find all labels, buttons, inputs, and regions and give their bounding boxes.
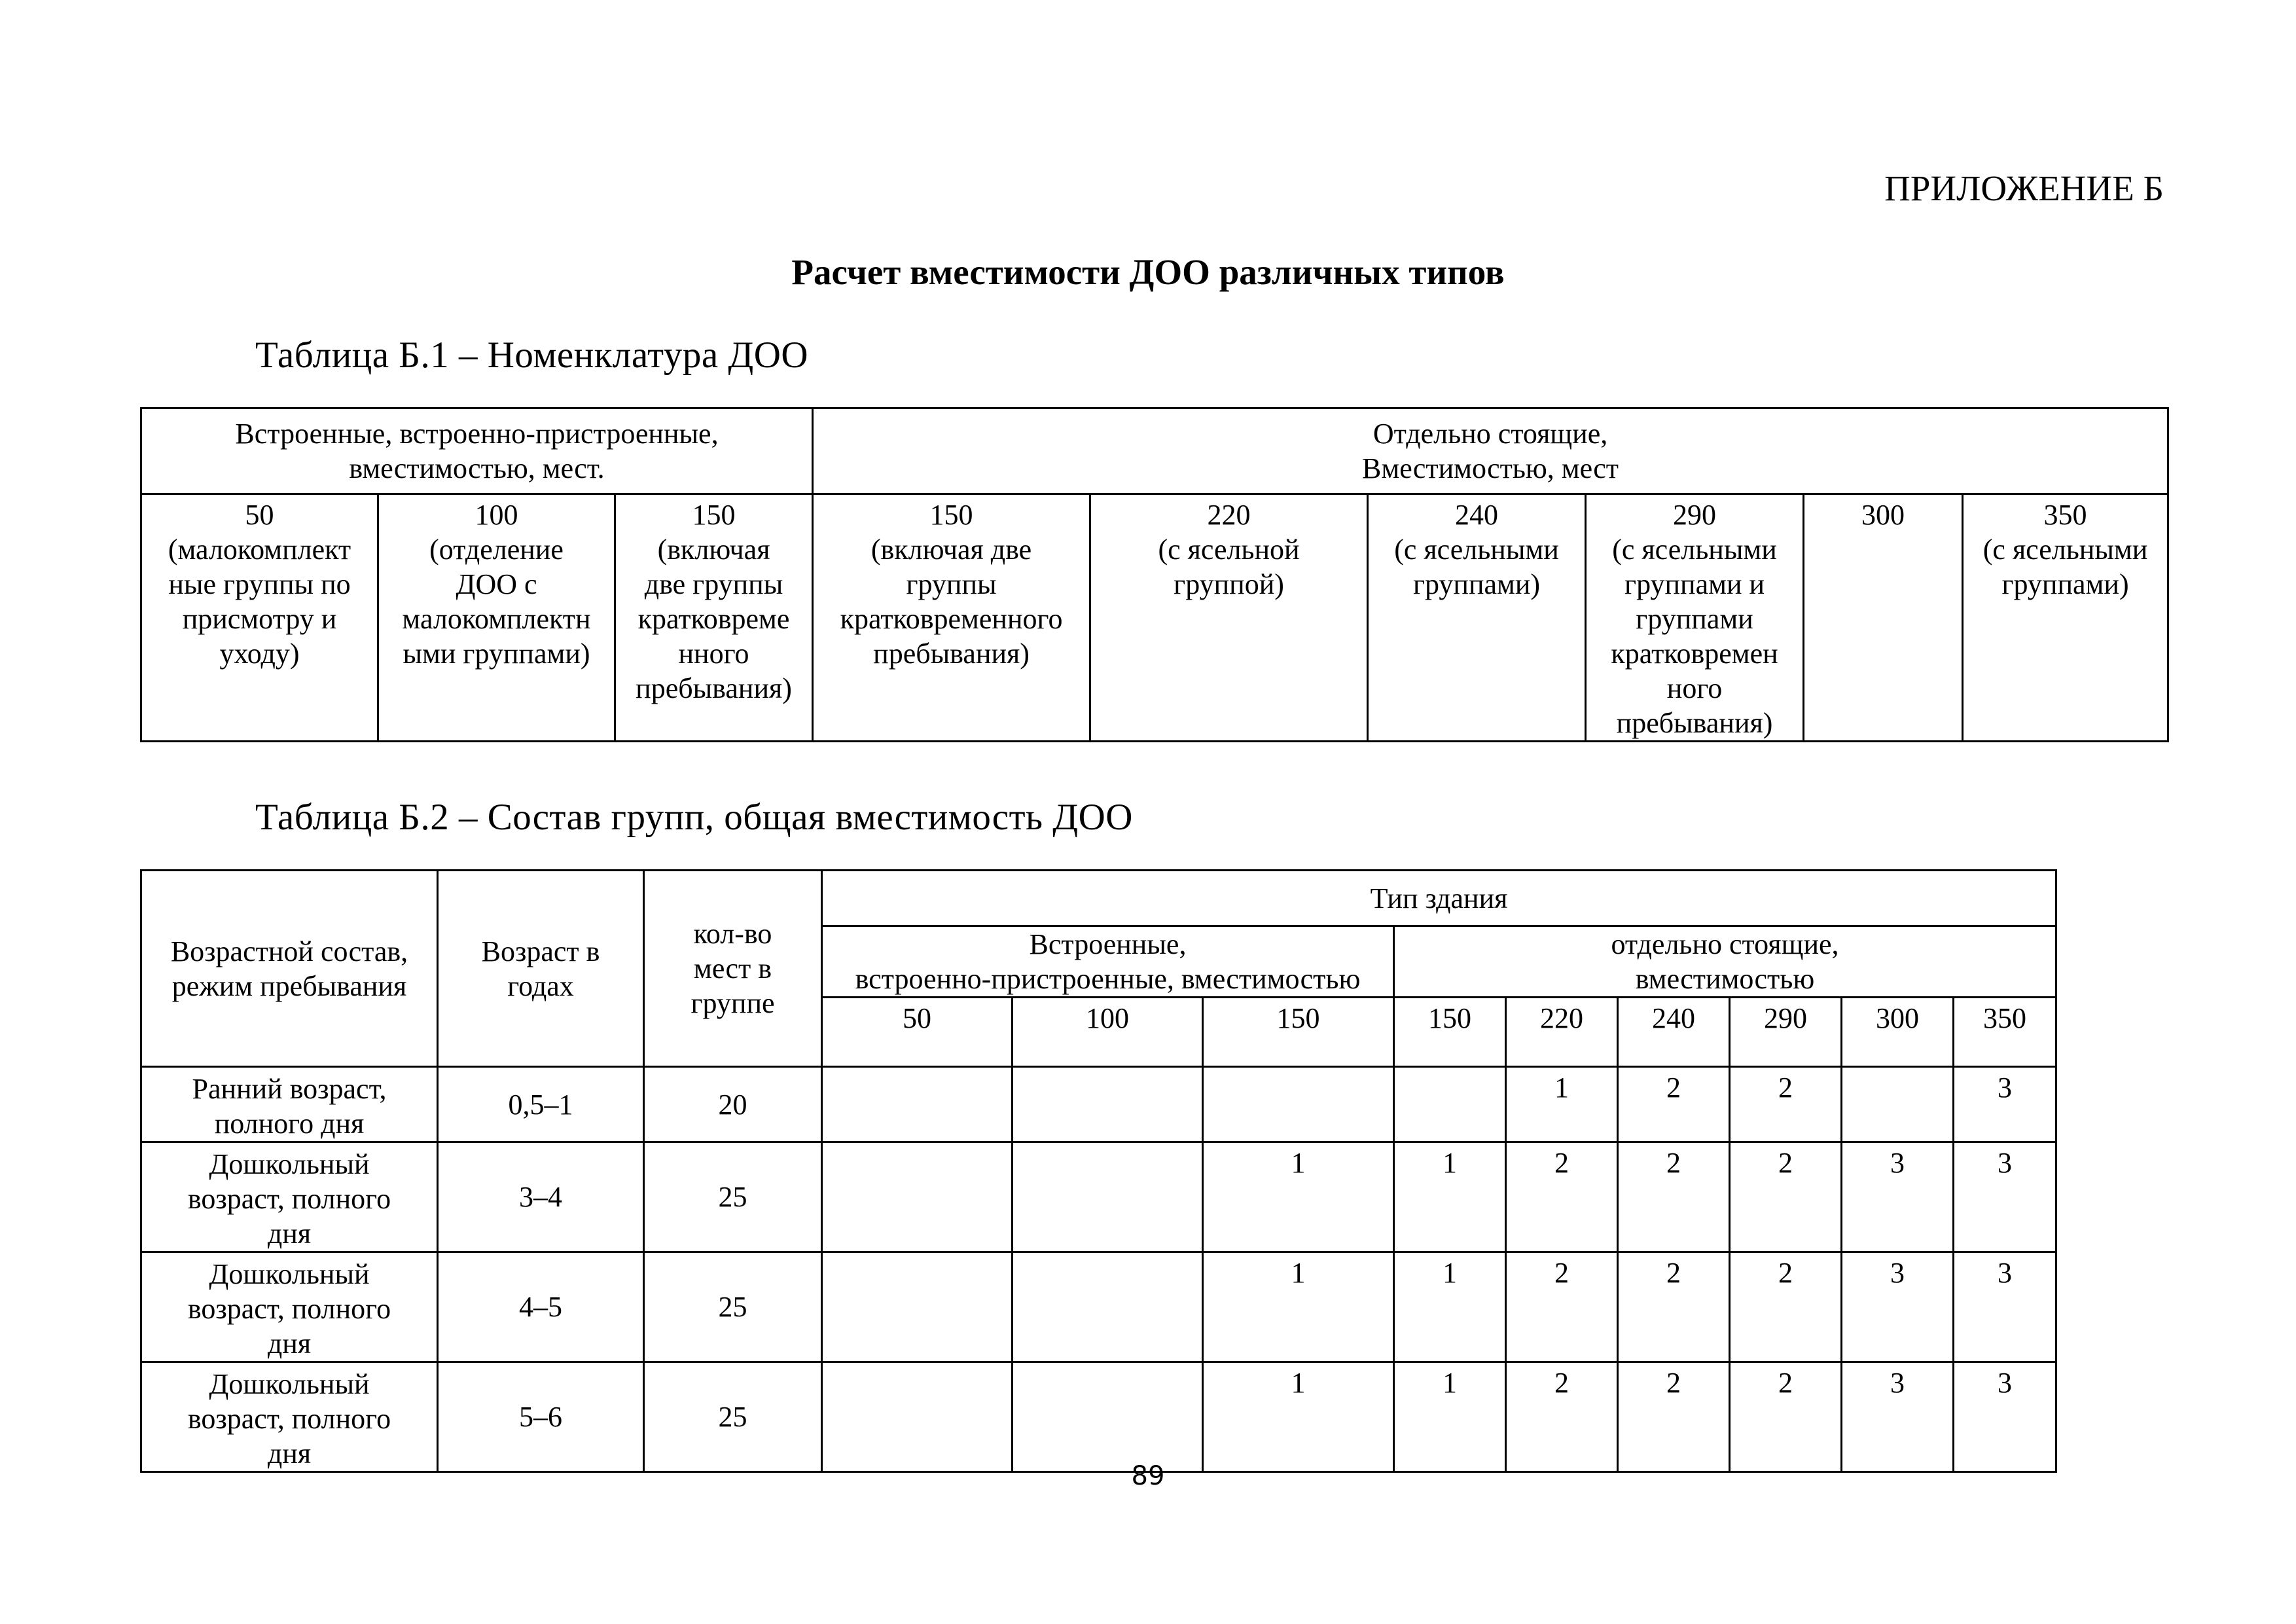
value-cell: 1 bbox=[1203, 1362, 1394, 1472]
nomenclature-cell: 50 (малокомплект ные группы по присмотру и уходу) bbox=[141, 494, 378, 742]
value-cell: 3 bbox=[1842, 1362, 1954, 1472]
standalone-header: отдельно стоящие, вместимостью bbox=[1394, 926, 2056, 998]
value-cell: 2 bbox=[1618, 1252, 1730, 1362]
value-cell bbox=[822, 1142, 1013, 1252]
capacity-header: 150 bbox=[1394, 998, 1506, 1067]
places-cell: 25 bbox=[644, 1142, 822, 1252]
value-cell: 2 bbox=[1618, 1362, 1730, 1472]
places-cell: 25 bbox=[644, 1252, 822, 1362]
builtin-group-header: Встроенные, встроенно-пристроенные, вместимостью, мест. bbox=[141, 408, 813, 494]
value-cell bbox=[822, 1362, 1013, 1472]
value-cell: 1 bbox=[1203, 1252, 1394, 1362]
age-cell: 5–6 bbox=[438, 1362, 644, 1472]
value-cell: 2 bbox=[1730, 1067, 1842, 1142]
standalone-group-header: Отдельно стоящие, Вместимостью, мест bbox=[813, 408, 2168, 494]
nomenclature-cell: 150 (включая две группы кратковреме нного пребывания) bbox=[615, 494, 813, 742]
capacity-header: 350 bbox=[1954, 998, 2056, 1067]
capacity-header: 290 bbox=[1730, 998, 1842, 1067]
value-cell: 3 bbox=[1954, 1067, 2056, 1142]
value-cell bbox=[1013, 1362, 1203, 1472]
value-cell bbox=[1394, 1067, 1506, 1142]
capacity-header: 220 bbox=[1506, 998, 1618, 1067]
building-type-header: Тип здания bbox=[822, 871, 2056, 926]
age-composition-cell: Дошкольный возраст, полного дня bbox=[141, 1142, 438, 1252]
nomenclature-cell: 300 bbox=[1804, 494, 1963, 742]
value-cell: 3 bbox=[1954, 1362, 2056, 1472]
value-cell: 1 bbox=[1394, 1252, 1506, 1362]
value-cell bbox=[822, 1067, 1013, 1142]
builtin-header: Встроенные, встроенно-пристроенные, вместимостью bbox=[822, 926, 1394, 998]
appendix-label: ПРИЛОЖЕНИЕ Б bbox=[1884, 168, 2164, 208]
age-composition-header: Возрастной состав, режим пребывания bbox=[141, 871, 438, 1067]
value-cell: 1 bbox=[1394, 1142, 1506, 1252]
capacity-header: 300 bbox=[1842, 998, 1954, 1067]
age-years-header: Возраст в годах bbox=[438, 871, 644, 1067]
value-cell bbox=[1013, 1142, 1203, 1252]
value-cell: 2 bbox=[1730, 1142, 1842, 1252]
age-cell: 0,5–1 bbox=[438, 1067, 644, 1142]
age-cell: 4–5 bbox=[438, 1252, 644, 1362]
value-cell: 3 bbox=[1954, 1142, 2056, 1252]
value-cell bbox=[1842, 1067, 1954, 1142]
table-row bbox=[141, 1142, 2056, 1252]
capacity-header: 100 bbox=[1013, 998, 1203, 1067]
age-composition-cell: Ранний возраст, полного дня bbox=[141, 1067, 438, 1142]
value-cell bbox=[1203, 1067, 1394, 1142]
value-cell: 2 bbox=[1506, 1362, 1618, 1472]
places-cell: 20 bbox=[644, 1067, 822, 1142]
age-cell: 3–4 bbox=[438, 1142, 644, 1252]
value-cell: 2 bbox=[1618, 1067, 1730, 1142]
value-cell: 2 bbox=[1730, 1252, 1842, 1362]
nomenclature-cell: 220 (с ясельной группой) bbox=[1090, 494, 1368, 742]
table-row bbox=[141, 1067, 2056, 1142]
age-composition-cell: Дошкольный возраст, полного дня bbox=[141, 1362, 438, 1472]
nomenclature-cell: 350 (с ясельными группами) bbox=[1963, 494, 2168, 742]
value-cell bbox=[1013, 1067, 1203, 1142]
groups-capacity-table bbox=[140, 869, 2057, 1473]
table1-caption: Таблица Б.1 – Номенклатура ДОО bbox=[255, 334, 809, 376]
table-row bbox=[141, 1252, 2056, 1362]
nomenclature-table bbox=[140, 407, 2169, 742]
value-cell: 2 bbox=[1730, 1362, 1842, 1472]
value-cell: 1 bbox=[1203, 1142, 1394, 1252]
value-cell: 2 bbox=[1618, 1142, 1730, 1252]
table2-caption: Таблица Б.2 – Состав групп, общая вместимость ДОО bbox=[255, 797, 1133, 838]
value-cell: 3 bbox=[1842, 1142, 1954, 1252]
value-cell: 1 bbox=[1394, 1362, 1506, 1472]
value-cell: 1 bbox=[1506, 1067, 1618, 1142]
capacity-header: 150 bbox=[1203, 998, 1394, 1067]
document-title: Расчет вместимости ДОО различных типов bbox=[791, 252, 1505, 292]
places-per-group-header: кол-во мест в группе bbox=[644, 871, 822, 1067]
value-cell: 2 bbox=[1506, 1252, 1618, 1362]
nomenclature-cell: 240 (с ясельными группами) bbox=[1368, 494, 1586, 742]
table-row bbox=[141, 1362, 2056, 1472]
capacity-header: 50 bbox=[822, 998, 1013, 1067]
nomenclature-cell: 290 (с ясельными группами и группами кратковремен ного пребывания) bbox=[1586, 494, 1804, 742]
capacity-header: 240 bbox=[1618, 998, 1730, 1067]
places-cell: 25 bbox=[644, 1362, 822, 1472]
value-cell: 3 bbox=[1954, 1252, 2056, 1362]
value-cell: 2 bbox=[1506, 1142, 1618, 1252]
value-cell bbox=[822, 1252, 1013, 1362]
page-number: 89 bbox=[1131, 1461, 1165, 1491]
nomenclature-cell: 150 (включая две группы кратковременного пребывания) bbox=[813, 494, 1090, 742]
value-cell bbox=[1013, 1252, 1203, 1362]
age-composition-cell: Дошкольный возраст, полного дня bbox=[141, 1252, 438, 1362]
nomenclature-cell: 100 (отделение ДОО с малокомплектн ыми группами) bbox=[378, 494, 615, 742]
value-cell: 3 bbox=[1842, 1252, 1954, 1362]
